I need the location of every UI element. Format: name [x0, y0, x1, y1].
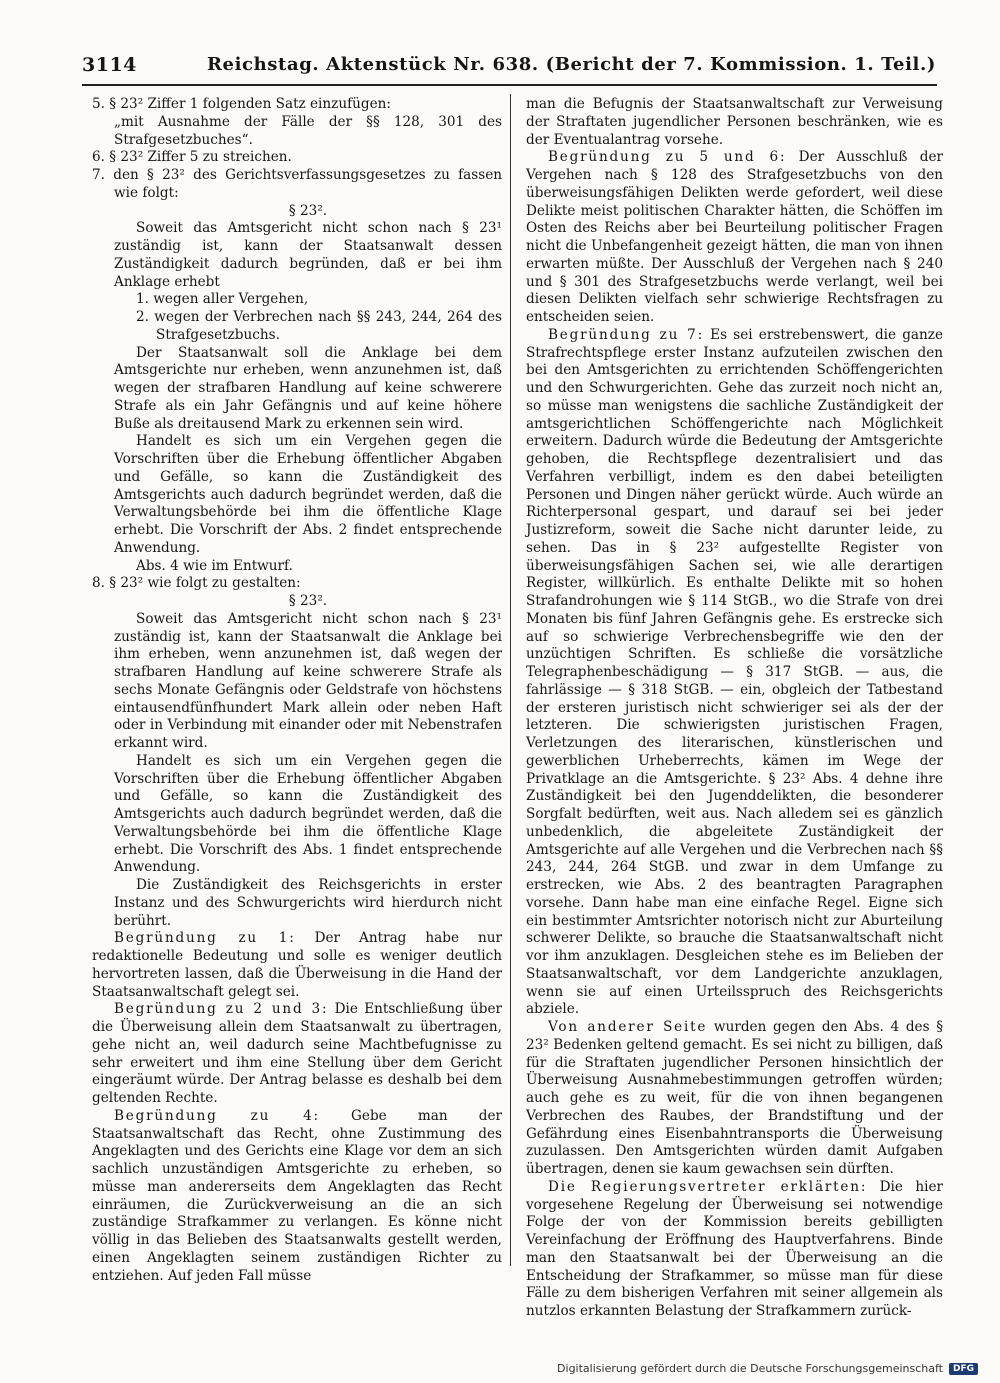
paragraph-lead: Begründung zu 1:: [114, 930, 296, 947]
paragraph: [92, 96, 502, 114]
paragraph: [92, 575, 502, 593]
paragraph: [92, 220, 502, 291]
running-title: Reichstag. Aktenstück Nr. 638. (Bericht der 7. Kommission. 1. Teil.): [207, 54, 936, 75]
paragraph-text: Die Zuständigkeit des Reichsgerichts in erster Instanz und des Schwurgerichts wird hierdurch nicht berührt.: [114, 877, 502, 929]
paragraph-text: Handelt es sich um ein Vergehen gegen die Vorschriften über die Erhebung öffentlicher Abgaben und Gefälle, so kann die Zuständigkeit des Amtsgerichts auch dadurch begründet werden, daß die Verwaltungsbehörde bei ihm die öffentliche Klage erhebt. Die Vorschrift der Abs. 2 findet entsprechende Anwendung.: [114, 433, 502, 556]
paragraph: [92, 114, 502, 150]
paragraph: [92, 345, 502, 434]
paragraph-text: 2. wegen der Verbrechen nach §§ 243, 244, 264 des Strafgesetzbuchs.: [136, 309, 502, 343]
paragraph: [92, 149, 502, 167]
paragraph-text: Der Antrag habe nur redaktionelle Bedeutung und solle es weniger deutlich hervortreten lassen, daß die Überweisung in die Hand der Staatsanwaltschaft gelegt sei.: [92, 930, 502, 1000]
paragraph: [526, 1019, 943, 1179]
paragraph: [92, 753, 502, 877]
paragraph: [92, 309, 502, 345]
paragraph-text: § 23².: [288, 593, 328, 609]
paragraph-text: Es sei erstrebenswert, die ganze Strafrechtspflege erster Instanz aufzuteilen zwischen den bei den Amtsgerichten zu errichtenden Schöffengerichten und den Schwurgerichten. Gehe das zurzeit noch nicht an, so müsse man wenigstens die sachliche Zuständigkeit der amtsgerichtlichen Schöffengerichte nach Möglichkeit erweitern. Dadurch würde die Bedeutung der Amtsgerichte gehoben, die Rechtspflege dezentralisiert und das Verfahren verbilligt, indem es den dabei beteiligten Personen und Dingen näher gerückt würde. Auch würde an Richterpersonal gespart, und darauf sei bei jeder Justizreform, soweit die Sache nicht darunter leide, zu sehen. Das in § 23² aufgestellte Register von überweisungsfähigen Sachen sei, wie alle derartigen Register, willkürlich. Es enthalte Delikte mit so hohen Strafandrohungen wie § 114 StGB., wo die Strafe von drei Monaten bis fünf Jahren Gefängnis gehe. Es erstrecke sich auf so schwierige Verbrechensbegriffe wie den der unzüchtigen Schriften. Es schließe die vorsätzliche Telegraphenbeschädigung — § 317 StGB. — aus, die fahrlässige — § 318 StGB. — ein, obgleich der Tatbestand der ersteren juristisch nicht schwieriger sei als der der letzteren. Die schwierigsten juristischen Fragen, Verletzungen des literarischen, künstlerischen und gewerblichen Urheberrechts, kämen im Wege der Privatklage an die Amtsgerichte. § 23² Abs. 4 dehne ihre Zuständigkeit bei den Jugenddelikten, die besonderer Sorgfalt bedürften, weit aus. Nach alledem sei es gänzlich unbedenklich, die abgeleitete Zuständigkeit der Amtsgerichte auf alle Vergehen und die Verbrechen nach §§ 243, 244, 264 StGB. und zwar in dem Umfange zu erstrecken, wie Abs. 2 des beantragten Paragraphen vorsehe. Dann habe man eine einfache Regel. Eigne sich ein bestimmter Amtsrichter notorisch nicht zur Aburteilung schwerer Delikte, so brauche die Staatsanwaltschaft nicht vor ihm anzuklagen. Desgleichen stehe es im Belieben der Staatsanwaltschaft, vor dem Landgerichte anzuklagen, wenn sie auf einen Urteilsspruch des Reichsgerichts abziele.: [526, 326, 944, 1018]
paragraph-text: 5. § 23² Ziffer 1 folgenden Satz einzufügen:: [92, 96, 391, 112]
paragraph-text: Der Staatsanwalt soll die Anklage bei dem Amtsgerichte nur erheben, wenn anzunehmen ist, daß wegen der strafbaren Handlung auf keine schwerere Strafe als ein Jahr Gefängnis und auf keine höhere Buße als dreitausend Mark zu erkennen sein wird.: [114, 344, 502, 432]
paragraph-text: 8. § 23² wie folgt zu gestalten:: [92, 575, 301, 592]
footer: [557, 1362, 978, 1375]
paragraph-lead: Begründung zu 5 und 6:: [548, 149, 787, 166]
paragraph-text: Handelt es sich um ein Vergehen gegen die Vorschriften über die Erhebung öffentlicher Abgaben und Gefälle, so kann die Zuständigkeit des Amtsgerichts auch dadurch begründet werden, daß die Verwaltungsbehörde bei ihm die öffentliche Klage erhebt. Die Vorschrift des Abs. 1 findet entsprechende Anwendung.: [114, 752, 502, 876]
paragraph: [92, 593, 502, 611]
paragraph-text: Die Entschließung über die Überweisung allein dem Staatsanwalt zu übertragen, gehe nicht an, weil dadurch seine Machtbefugnisse zu sehr erweitert und ihm eine Stellung über dem Gericht eingeräumt würde. Der Antrag belasse es deshalb bei dem geltenden Rechte.: [92, 1001, 502, 1106]
paragraph-lead: Begründung zu 2 und 3:: [114, 1001, 329, 1018]
paragraph-text: 1. wegen aller Vergehen,: [136, 291, 309, 308]
paragraph: [92, 558, 502, 576]
paragraph: [92, 203, 502, 221]
paragraph: [526, 96, 943, 149]
paragraph-text: Soweit das Amtsgericht nicht schon nach § 23¹ zuständig ist, kann der Staatsanwalt die Anklage bei ihm erheben, wenn anzunehmen ist, daß wegen der strafbaren Handlung auf keine schwerere Strafe als sechs Monate Gefängnis oder Geldstrafe von höchstens eintausendfünfhundert Mark allein oder neben Haft oder in Verbindung mit einander oder mit Nebenstrafen erkannt wird.: [114, 610, 502, 751]
paragraph: [92, 930, 502, 1001]
paragraph: [92, 1001, 502, 1108]
paragraph: [526, 327, 943, 1019]
paragraph-text: Gebe man der Staatsanwaltschaft das Recht, ohne Zustimmung des Angeklagten und des Gerichts eine Klage vor dem an sich sachlich unzuständigen Amtsgerichte zu erheben, so müsse man andererseits dem Angeklagten das Recht einräumen, die Zurückverweisung an die an sich zuständige Strafkammer zu verlangen. Es könne nicht völlig in das Belieben des Staatsanwalts gestellt werden, einen Angeklagten seinem zuständigen Richter zu entziehen. Auf jeden Fall müsse: [92, 1107, 502, 1284]
paragraph-lead: Von anderer Seite: [548, 1019, 708, 1035]
paragraph-text: Die hier vorgesehene Regelung der Überweisung sei notwendige Folge der von der Kommission bereits gebilligten Vereinfachung der Eröffnung des Hauptverfahrens. Binde man den Staatsanwalt bei der Überweisung an die Entscheidung der Strafkammer, so müsse man für diese Fälle zu dem bisherigen Verfahren mit seiner allgemein als nutzlos erkannten Belastung der Strafkammern zurück-: [526, 1178, 943, 1319]
paragraph: [92, 611, 502, 753]
paragraph: [526, 149, 943, 327]
paragraph: [92, 877, 502, 930]
paragraph-text: 7. den § 23² des Gerichtsverfassungsgesetzes zu fassen wie folgt:: [92, 167, 502, 201]
paragraph-text: 6. § 23² Ziffer 5 zu streichen.: [92, 149, 292, 166]
right-column: [526, 96, 943, 1321]
paragraph: [92, 433, 502, 557]
footer-credit: Digitalisierung gefördert durch die Deutsche Forschungsgemeinschaft: [557, 1362, 943, 1375]
paragraph-lead: Die Regierungsvertreter erklärten:: [548, 1178, 868, 1195]
paragraph-text: Abs. 4 wie im Entwurf.: [136, 557, 293, 574]
paragraph-text: „mit Ausnahme der Fälle der §§ 128, 301 des Strafgesetzbuches“.: [114, 113, 502, 148]
header-rule: [82, 84, 937, 86]
paragraph: [526, 1179, 943, 1321]
paragraph-lead: Begründung zu 7:: [548, 326, 704, 343]
paragraph-lead: Begründung zu 4:: [114, 1107, 320, 1124]
running-header: [82, 54, 936, 84]
paragraph: [92, 291, 502, 309]
paragraph-text: wurden gegen den Abs. 4 des § 23² Bedenken geltend gemacht. Es sei nicht zu billigen, daß für die Straftaten jugendlicher Personen hinsichtlich der Überweisung Ausnahmebestimmungen getroffen würden; auch gehe es zu weit, für die von ihnen begangenen Verbrechen des Raubes, der Brandstiftung und der Gefährdung eines Eisenbahntransports die Überweisung zuzulassen. Den Amtsgerichten würden damit Aufgaben übertragen, denen sie kaum gewachsen sein dürften.: [526, 1019, 943, 1177]
column-divider: [510, 94, 511, 1266]
paragraph: [92, 1108, 502, 1286]
left-column: [92, 96, 502, 1285]
dfg-logo: DFG: [949, 1363, 978, 1375]
paragraph: [92, 167, 502, 203]
page-number: 3114: [82, 54, 137, 76]
paragraph-text: man die Befugnis der Staatsanwaltschaft zur Verweisung der Straftaten jugendlicher Personen beschränken, wie es der Eventualantrag vorsehe.: [526, 96, 943, 148]
paragraph-text: Soweit das Amtsgericht nicht schon nach § 23¹ zuständig ist, kann der Staatsanwalt dessen Zuständigkeit dadurch begründen, daß er bei ihm Anklage erhebt: [114, 220, 502, 290]
paragraph-text: Der Ausschluß der Vergehen nach § 128 des Strafgesetzbuchs von den überweisungsfähigen Delikten werde gefordert, weil diese Delikte meist politischen Charakter hätten, die Schöffen im Osten des Reichs aber bei Beurteilung politischer Fragen nicht die Unbefangenheit gezeigt hätten, die man von ihnen erwarten müßte. Der Ausschluß der Vergehen nach § 240 und § 301 des Strafgesetzbuchs werde verlangt, weil bei diesen Delikten vielfach sehr schwierige Rechtsfragen zu entscheiden seien.: [526, 149, 943, 325]
paragraph-text: § 23².: [288, 202, 328, 219]
